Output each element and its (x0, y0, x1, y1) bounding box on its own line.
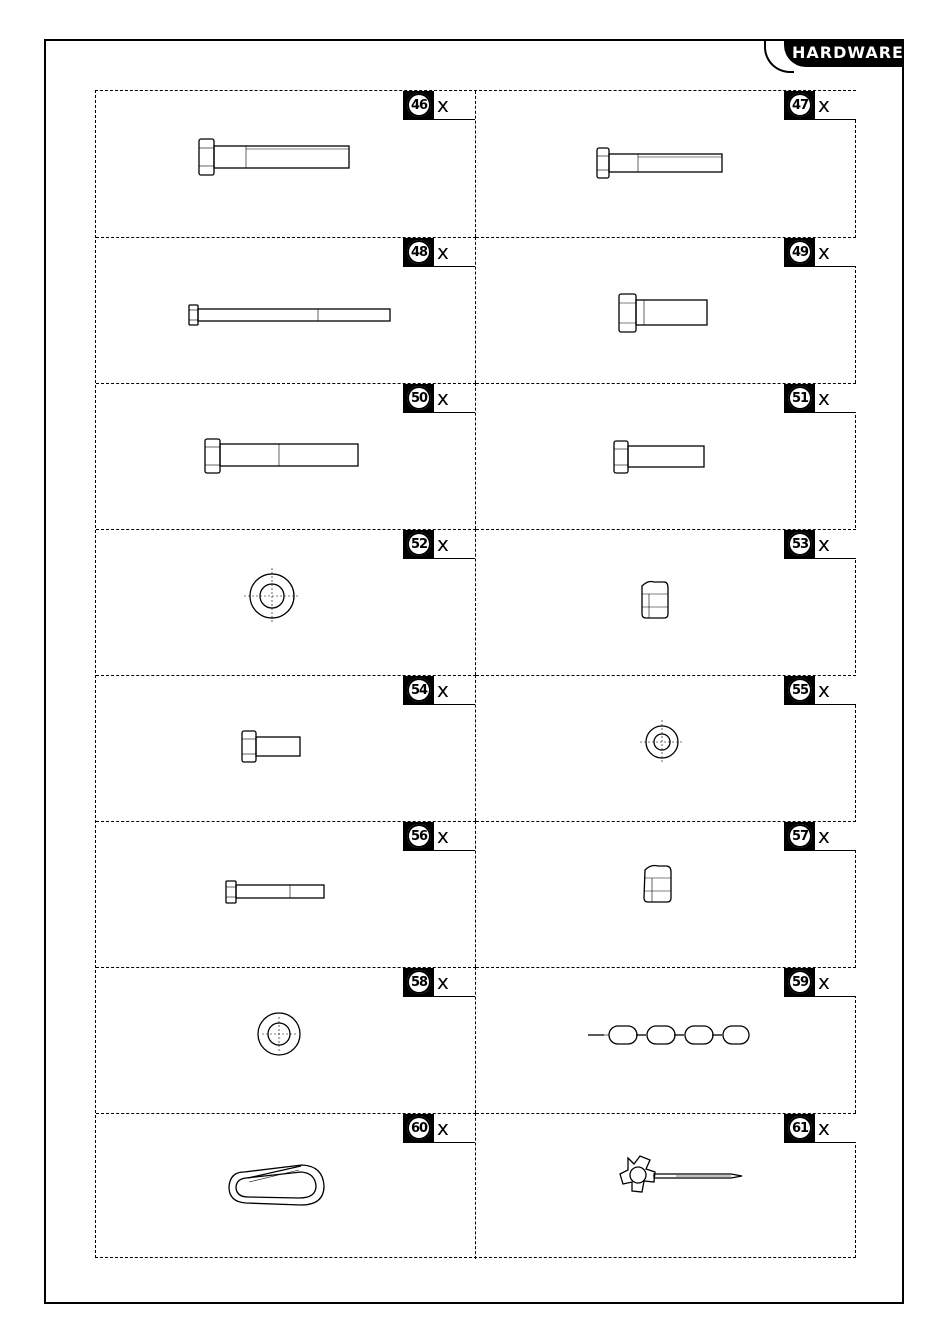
qty-label: x (437, 1116, 449, 1140)
part-number: 49 (788, 240, 812, 264)
chain-icon (476, 968, 856, 1114)
part-cell-55 (476, 675, 856, 821)
part-cell-57 (476, 821, 856, 967)
part-number: 50 (407, 386, 431, 410)
qty-label: x (437, 532, 449, 556)
part-cell-60 (96, 1113, 476, 1259)
part-cell-59 (476, 967, 856, 1113)
part-number: 56 (407, 824, 431, 848)
part-number: 54 (407, 678, 431, 702)
part-number: 61 (788, 1116, 812, 1140)
part-number: 53 (788, 532, 812, 556)
qty-label: x (437, 93, 449, 117)
extra-long-bolt-icon (96, 238, 476, 384)
part-number: 58 (407, 970, 431, 994)
multi-wrench-icon (476, 1114, 856, 1260)
qty-label: x (437, 970, 449, 994)
heavy-hex-bolt-icon (96, 384, 476, 530)
short-hex-bolt-icon (476, 238, 856, 384)
part-cell-54 (96, 675, 476, 821)
part-number: 52 (407, 532, 431, 556)
qty-label: x (437, 240, 449, 264)
qty-label: x (818, 1116, 830, 1140)
part-cell-49 (476, 237, 856, 383)
qty-label: x (818, 240, 830, 264)
part-cell-61 (476, 1113, 856, 1259)
part-number: 60 (407, 1116, 431, 1140)
qty-label: x (818, 93, 830, 117)
part-cell-46 (96, 91, 476, 237)
part-number: 57 (788, 824, 812, 848)
slim-hex-bolt-icon (96, 822, 476, 968)
qty-label: x (818, 824, 830, 848)
section-title: HARDWARE (784, 39, 904, 67)
hex-bolt-icon (476, 91, 856, 237)
qty-label: x (818, 386, 830, 410)
flat-washer-icon (96, 968, 476, 1114)
small-washer-icon (476, 676, 856, 822)
hardware-grid (95, 90, 856, 1258)
qty-label: x (437, 824, 449, 848)
qty-label: x (818, 532, 830, 556)
part-cell-48 (96, 237, 476, 383)
washer-icon (96, 530, 476, 676)
part-cell-53 (476, 529, 856, 675)
qty-label: x (818, 678, 830, 702)
qty-label: x (818, 970, 830, 994)
part-number: 48 (407, 240, 431, 264)
part-number: 55 (788, 678, 812, 702)
part-cell-50 (96, 383, 476, 529)
hex-nut-icon (476, 822, 856, 968)
long-hex-bolt-icon (96, 91, 476, 237)
part-cell-47 (476, 91, 856, 237)
part-cell-52 (96, 529, 476, 675)
part-cell-51 (476, 383, 856, 529)
part-cell-56 (96, 821, 476, 967)
part-number: 47 (788, 93, 812, 117)
part-number: 46 (407, 93, 431, 117)
carabiner-icon (96, 1114, 476, 1260)
stubby-hex-bolt-icon (96, 676, 476, 822)
qty-label: x (437, 678, 449, 702)
part-number: 59 (788, 970, 812, 994)
part-number: 51 (788, 386, 812, 410)
part-cell-58 (96, 967, 476, 1113)
qty-label: x (437, 386, 449, 410)
medium-hex-bolt-icon (476, 384, 856, 530)
lock-nut-icon (476, 530, 856, 676)
